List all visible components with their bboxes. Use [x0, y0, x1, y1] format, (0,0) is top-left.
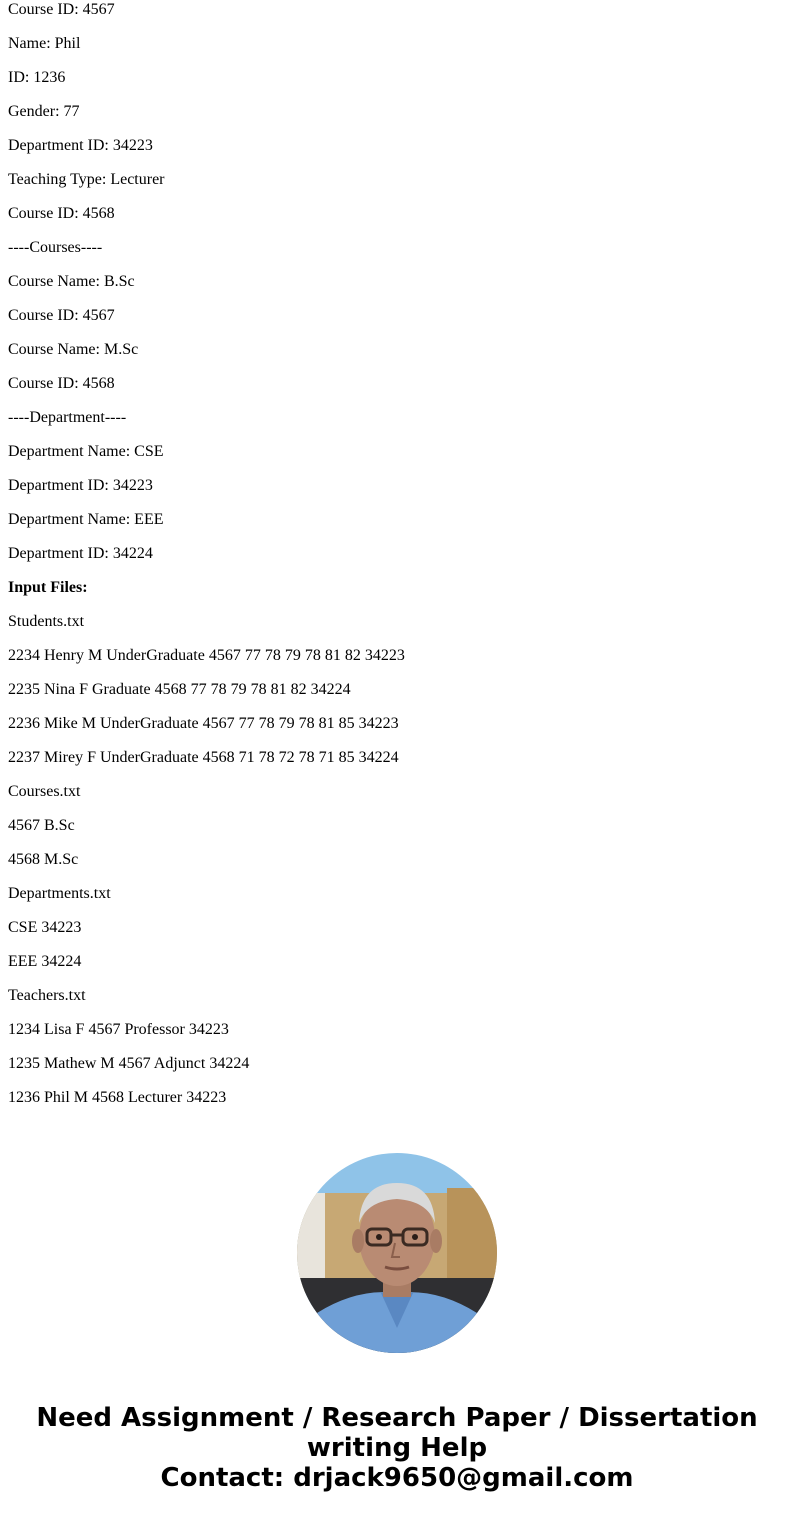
- text-line: Teachers.txt: [8, 987, 86, 1004]
- text-line: Course ID: 4568: [8, 375, 115, 392]
- text-line: Teaching Type: Lecturer: [8, 171, 165, 188]
- text-line: 2234 Henry M UnderGraduate 4567 77 78 79 78 81 82 34223: [8, 647, 405, 664]
- text-line: Course Name: B.Sc: [8, 273, 135, 290]
- text-line: 1235 Mathew M 4567 Adjunct 34224: [8, 1055, 250, 1072]
- text-line: 2235 Nina F Graduate 4568 77 78 79 78 81 82 34224: [8, 681, 351, 698]
- text-line: 4567 B.Sc: [8, 817, 75, 834]
- text-line: CSE 34223: [8, 919, 82, 936]
- text-line: 1236 Phil M 4568 Lecturer 34223: [8, 1089, 227, 1106]
- text-line: Course Name: M.Sc: [8, 341, 139, 358]
- text-line: 2236 Mike M UnderGraduate 4567 77 78 79 78 81 85 34223: [8, 715, 399, 732]
- text-line: Department ID: 34224: [8, 545, 153, 562]
- promo-line-2: writing Help: [306, 1433, 488, 1463]
- text-line: Department Name: EEE: [8, 511, 164, 528]
- text-line: Course ID: 4568: [8, 205, 115, 222]
- text-line: Course ID: 4567: [8, 307, 115, 324]
- text-line: Students.txt: [8, 613, 85, 630]
- text-line: 2237 Mirey F UnderGraduate 4568 71 78 72 78 71 85 34224: [8, 749, 399, 766]
- text-line: Department Name: CSE: [8, 443, 164, 460]
- text-line: Department ID: 34223: [8, 137, 153, 154]
- promo-contact: Contact: drjack9650@gmail.com: [160, 1463, 634, 1493]
- text-line: Courses.txt: [8, 783, 81, 800]
- text-line: Name: Phil: [8, 35, 81, 52]
- text-line: ----Department----: [8, 409, 127, 426]
- promo-banner: [0, 1403, 794, 1493]
- text-line: 4568 M.Sc: [8, 851, 79, 868]
- text-line: ----Courses----: [8, 239, 103, 256]
- text-line: Departments.txt: [8, 885, 111, 902]
- text-line: Gender: 77: [8, 103, 80, 120]
- text-line: Course ID: 4567: [8, 1, 115, 18]
- person-photo-icon: [297, 1153, 497, 1353]
- text-line: Department ID: 34223: [8, 477, 153, 494]
- text-line: EEE 34224: [8, 953, 82, 970]
- section-heading: Input Files:: [8, 579, 88, 596]
- author-portrait: [297, 1153, 497, 1353]
- promo-line-1: Need Assignment / Research Paper / Dissertation: [36, 1403, 758, 1433]
- text-line: 1234 Lisa F 4567 Professor 34223: [8, 1021, 229, 1038]
- document-body: [8, 0, 786, 1115]
- text-line: ID: 1236: [8, 69, 66, 86]
